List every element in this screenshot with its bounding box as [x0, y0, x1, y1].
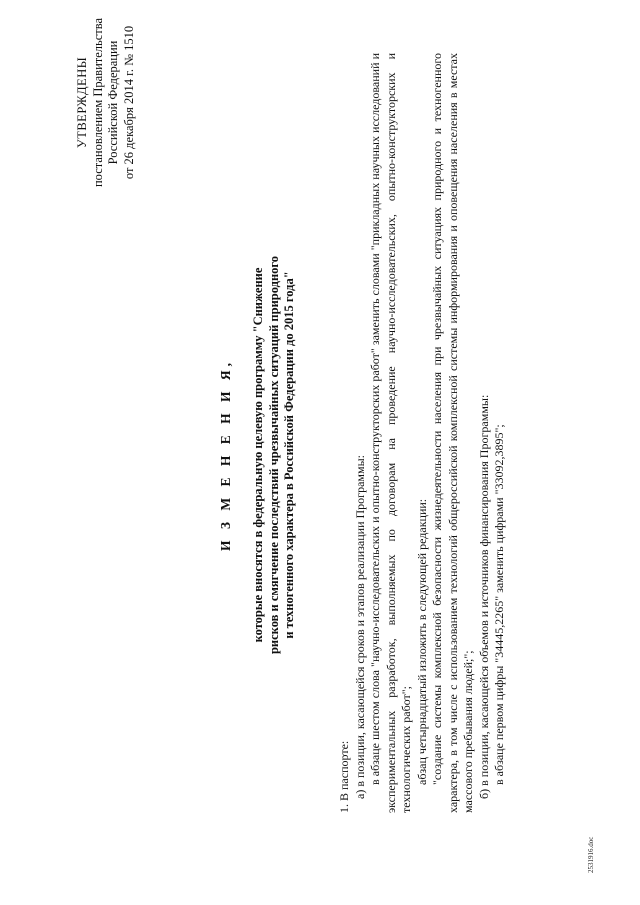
- approval-line-3: от 26 декабря 2014 г. № 1510: [121, 25, 136, 180]
- approval-line-1: постановлением Правительства: [90, 17, 105, 188]
- approval-line-2: Российской Федерации: [106, 40, 120, 165]
- approval-block: [75, 10, 137, 195]
- paragraph-fourteenth: абзац четырнадцатый изложить в следующей редакции:: [414, 498, 429, 785]
- heading-subtitle-1: которые вносятся в федеральную целевую программу "Снижение: [251, 267, 265, 643]
- paragraph-replace-figures: в абзаце первом цифры "34445,2265" заменить цифрами "33092,3895";: [492, 424, 506, 785]
- heading-subtitle-3: и техногенного характера в Российской Федерации до 2015 года": [282, 271, 296, 639]
- document-heading: [218, 105, 298, 805]
- heading-title: И З М Е Н Е Н И Я,: [218, 359, 233, 552]
- paragraph-replace-words: в абзаце шестом слова "научно-исследовательских и опытно-конструкторских работ" заменить словами "прикладных научных исследований и экспериментальных разработок, выполняемых по договорам на проведение научно-исследовательских, опытно-конструкторских и технологических работ";: [368, 53, 413, 813]
- heading-subtitle-2: рисков и смягчение последствий чрезвычайных ситуаций природного: [266, 255, 281, 655]
- document-body: [337, 53, 508, 813]
- paragraph-passport: 1. В паспорте:: [337, 740, 351, 813]
- document-code: 2531916.doc: [587, 836, 595, 873]
- paragraph-new-wording: "создание системы комплексной безопасности жизнедеятельности населения при чрезвычайных ситуациях природного и техногенного характера, в том числе с использованием технологий общероссийской комплексной системы информирования и оповещения населения в местах массового пребывания людей;";: [430, 53, 475, 813]
- paragraph-item-b: б) в позиции, касающейся объемов и источников финансирования Программы:: [476, 394, 491, 799]
- approval-title: УТВЕРЖДЕНЫ: [75, 56, 89, 149]
- paragraph-item-a: а) в позиции, касающейся сроков и этапов реализации Программы:: [352, 455, 367, 799]
